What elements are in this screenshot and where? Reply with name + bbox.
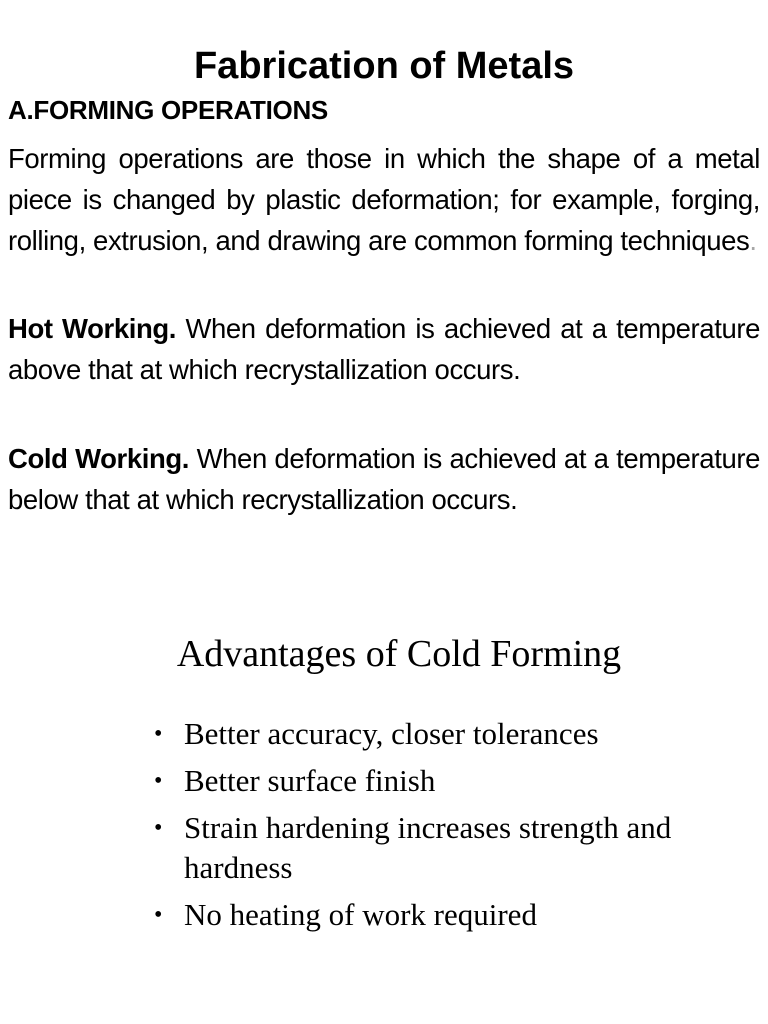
cold-working-paragraph — [8, 438, 760, 520]
list-item-text: Better accuracy, closer tolerances — [184, 716, 599, 751]
hot-working-text: When deformation is achieved at a temperature above that at which recrystallization occurs. — [8, 313, 760, 385]
advantages-title: Advantages of Cold Forming — [176, 633, 622, 675]
cold-working-label: Cold Working. — [8, 443, 190, 474]
bullet-icon: • — [154, 815, 163, 841]
list-item — [150, 895, 710, 935]
hot-working-paragraph — [8, 308, 760, 390]
forming-operations-text: Forming operations are those in which the shape of a metal piece is changed by plastic deformation; for example, forging, rolling, extrusion, and drawing are common forming techniques — [8, 143, 760, 256]
list-item-text: Better surface finish — [184, 763, 436, 798]
list-item — [150, 808, 710, 888]
advantages-list — [150, 714, 710, 942]
bullet-icon: • — [154, 768, 163, 794]
bullet-icon: • — [154, 721, 163, 747]
forming-operations-paragraph — [8, 138, 760, 261]
cold-working-text: When deformation is achieved at a temperature below that at which recrystallization occurs. — [8, 443, 760, 515]
list-item-text: Strain hardening increases strength and hardness — [184, 810, 672, 885]
list-item — [150, 714, 710, 754]
section-heading: A.FORMING OPERATIONS — [8, 95, 328, 125]
hot-working-label: Hot Working. — [8, 313, 176, 344]
page-title: Fabrication of Metals — [193, 45, 575, 87]
paragraph-end-period: . — [749, 225, 757, 256]
list-item-text: No heating of work required — [184, 897, 537, 932]
list-item — [150, 761, 710, 801]
bullet-icon: • — [154, 902, 163, 928]
